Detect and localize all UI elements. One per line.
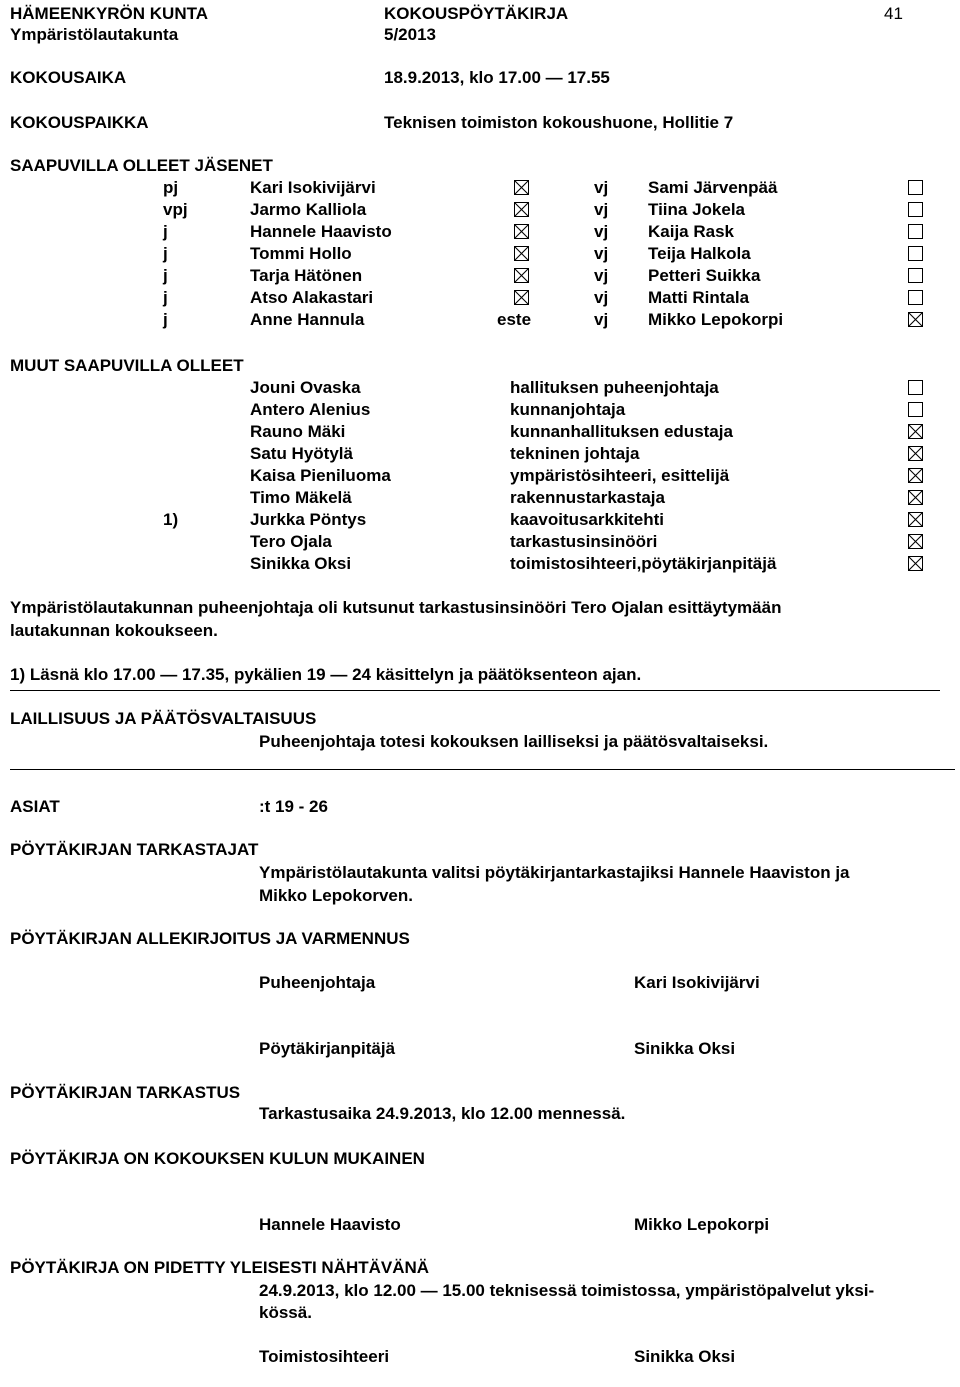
public-signer-name: Sinikka Oksi	[634, 1347, 736, 1366]
member-role: j	[163, 310, 168, 329]
matters-label: ASIAT	[10, 797, 60, 816]
deputy-name: Tiina Jokela	[648, 200, 746, 219]
checked-box-icon	[908, 490, 923, 505]
deputy-name: Petteri Suikka	[648, 266, 761, 285]
meeting-time-value: 18.9.2013, klo 17.00 — 17.55	[384, 68, 610, 87]
inspectors-heading: PÖYTÄKIRJAN TARKASTAJAT	[10, 840, 259, 859]
inspection-text: Tarkastusaika 24.9.2013, klo 12.00 mennessä.	[259, 1104, 626, 1123]
attendee-name: Kaisa Pieniluoma	[250, 466, 391, 485]
invite-note-line-2: lautakunnan kokoukseen.	[10, 621, 218, 640]
attendee-name: Timo Mäkelä	[250, 488, 352, 507]
attendee-name: Rauno Mäki	[250, 422, 346, 441]
empty-box-icon	[908, 180, 923, 195]
checked-box-icon	[514, 180, 529, 195]
checked-box-icon	[908, 312, 923, 327]
public-line-2: kössä.	[259, 1303, 312, 1322]
checked-box-icon	[908, 468, 923, 483]
attendee-name: Jurkka Pöntys	[250, 510, 367, 529]
member-role: pj	[163, 178, 179, 197]
secretary-label: Pöytäkirjanpitäjä	[259, 1039, 396, 1058]
deputy-name: Sami Järvenpää	[648, 178, 778, 197]
document-type: KOKOUSPÖYTÄKIRJA	[384, 4, 569, 23]
deputy-role: vj	[594, 310, 609, 329]
footnote: 1) Läsnä klo 17.00 — 17.35, pykälien 19 — 24 käsittelyn ja päätöksenteon ajan.	[10, 665, 642, 684]
legality-text: Puheenjohtaja totesi kokouksen lailliseksi ja päätösvaltaiseksi.	[259, 732, 769, 751]
inspection-heading: PÖYTÄKIRJAN TARKASTUS	[10, 1083, 241, 1102]
accordance-name-1: Hannele Haavisto	[259, 1215, 401, 1234]
checked-box-icon	[908, 424, 923, 439]
empty-box-icon	[908, 380, 923, 395]
meeting-place-value: Teknisen toimiston kokoushuone, Hollitie 7	[384, 113, 734, 132]
empty-box-icon	[908, 224, 923, 239]
member-role: j	[163, 266, 168, 285]
empty-box-icon	[908, 402, 923, 417]
document-number: 5/2013	[384, 25, 436, 44]
attendee-title: toimistosihteeri,pöytäkirjanpitäjä	[510, 554, 777, 573]
attendee-title: rakennustarkastaja	[510, 488, 665, 507]
member-role: j	[163, 288, 168, 307]
checked-box-icon	[514, 224, 529, 239]
inspectors-line-1: Ympäristölautakunta valitsi pöytäkirjantarkastajiksi Hannele Haaviston ja	[259, 863, 850, 882]
committee-name: Ympäristölautakunta	[10, 25, 179, 44]
checked-box-icon	[514, 202, 529, 217]
divider	[10, 690, 940, 691]
empty-box-icon	[908, 202, 923, 217]
member-name: Tommi Hollo	[250, 244, 352, 263]
attendee-title: kunnanhallituksen edustaja	[510, 422, 733, 441]
attendee-title: hallituksen puheenjohtaja	[510, 378, 719, 397]
attendee-name: Sinikka Oksi	[250, 554, 352, 573]
accordance-name-2: Mikko Lepokorpi	[634, 1215, 770, 1234]
accordance-heading: PÖYTÄKIRJA ON KOKOUKSEN KULUN MUKAINEN	[10, 1149, 425, 1168]
deputy-name: Matti Rintala	[648, 288, 750, 307]
chair-label: Puheenjohtaja	[259, 973, 376, 992]
member-name: Atso Alakastari	[250, 288, 374, 307]
deputy-role: vj	[594, 244, 609, 263]
meeting-place-label: KOKOUSPAIKKA	[10, 113, 149, 132]
checked-box-icon	[908, 534, 923, 549]
checked-box-icon	[908, 512, 923, 527]
signatures-heading: PÖYTÄKIRJAN ALLEKIRJOITUS JA VARMENNUS	[10, 929, 410, 948]
legality-heading: LAILLISUUS JA PÄÄTÖSVALTAISUUS	[10, 709, 317, 728]
member-role: j	[163, 244, 168, 263]
invite-note-line-1: Ympäristölautakunnan puheenjohtaja oli kutsunut tarkastusinsinööri Tero Ojalan esittäytymään	[10, 598, 782, 617]
deputy-name: Mikko Lepokorpi	[648, 310, 784, 329]
attendee-name: Satu Hyötylä	[250, 444, 353, 463]
checked-box-icon	[514, 246, 529, 261]
municipality-name: HÄMEENKYRÖN KUNTA	[10, 4, 209, 23]
member-note: este	[497, 310, 532, 329]
public-signer-label: Toimistosihteeri	[259, 1347, 390, 1366]
checked-box-icon	[908, 556, 923, 571]
checked-box-icon	[514, 290, 529, 305]
attendee-name: Antero Alenius	[250, 400, 371, 419]
divider	[10, 769, 955, 770]
member-name: Anne Hannula	[250, 310, 365, 329]
deputy-role: vj	[594, 200, 609, 219]
secretary-name: Sinikka Oksi	[634, 1039, 736, 1058]
member-name: Hannele Haavisto	[250, 222, 392, 241]
deputy-role: vj	[594, 222, 609, 241]
deputy-role: vj	[594, 178, 609, 197]
inspectors-line-2: Mikko Lepokorven.	[259, 886, 413, 905]
attendee-title: kunnanjohtaja	[510, 400, 626, 419]
public-line-1: 24.9.2013, klo 12.00 — 15.00 teknisessä toimistossa, ympäristöpalvelut yksi-	[259, 1281, 875, 1300]
matters-value: :t 19 - 26	[259, 797, 328, 816]
deputy-role: vj	[594, 266, 609, 285]
attendee-title: tarkastusinsinööri	[510, 532, 658, 551]
attendee-title: ympäristösihteeri, esittelijä	[510, 466, 730, 485]
member-name: Jarmo Kalliola	[250, 200, 367, 219]
deputy-role: vj	[594, 288, 609, 307]
empty-box-icon	[908, 268, 923, 283]
row-footnote-marker: 1)	[163, 510, 179, 529]
member-role: j	[163, 222, 168, 241]
public-heading: PÖYTÄKIRJA ON PIDETTY YLEISESTI NÄHTÄVÄNÄ	[10, 1258, 430, 1277]
members-heading: SAAPUVILLA OLLEET JÄSENET	[10, 156, 273, 175]
attendee-name: Jouni Ovaska	[250, 378, 361, 397]
checked-box-icon	[514, 268, 529, 283]
member-role: vpj	[163, 200, 188, 219]
member-name: Kari Isokivijärvi	[250, 178, 376, 197]
attendee-name: Tero Ojala	[250, 532, 332, 551]
attendee-title: kaavoitusarkkitehti	[510, 510, 665, 529]
deputy-name: Kaija Rask	[648, 222, 734, 241]
attendee-title: tekninen johtaja	[510, 444, 640, 463]
meeting-time-label: KOKOUSAIKA	[10, 68, 127, 87]
deputy-name: Teija Halkola	[648, 244, 751, 263]
others-heading: MUUT SAAPUVILLA OLLEET	[10, 356, 244, 375]
member-name: Tarja Hätönen	[250, 266, 363, 285]
page-number: 41	[884, 4, 903, 23]
empty-box-icon	[908, 246, 923, 261]
checked-box-icon	[908, 446, 923, 461]
chair-name: Kari Isokivijärvi	[634, 973, 760, 992]
empty-box-icon	[908, 290, 923, 305]
